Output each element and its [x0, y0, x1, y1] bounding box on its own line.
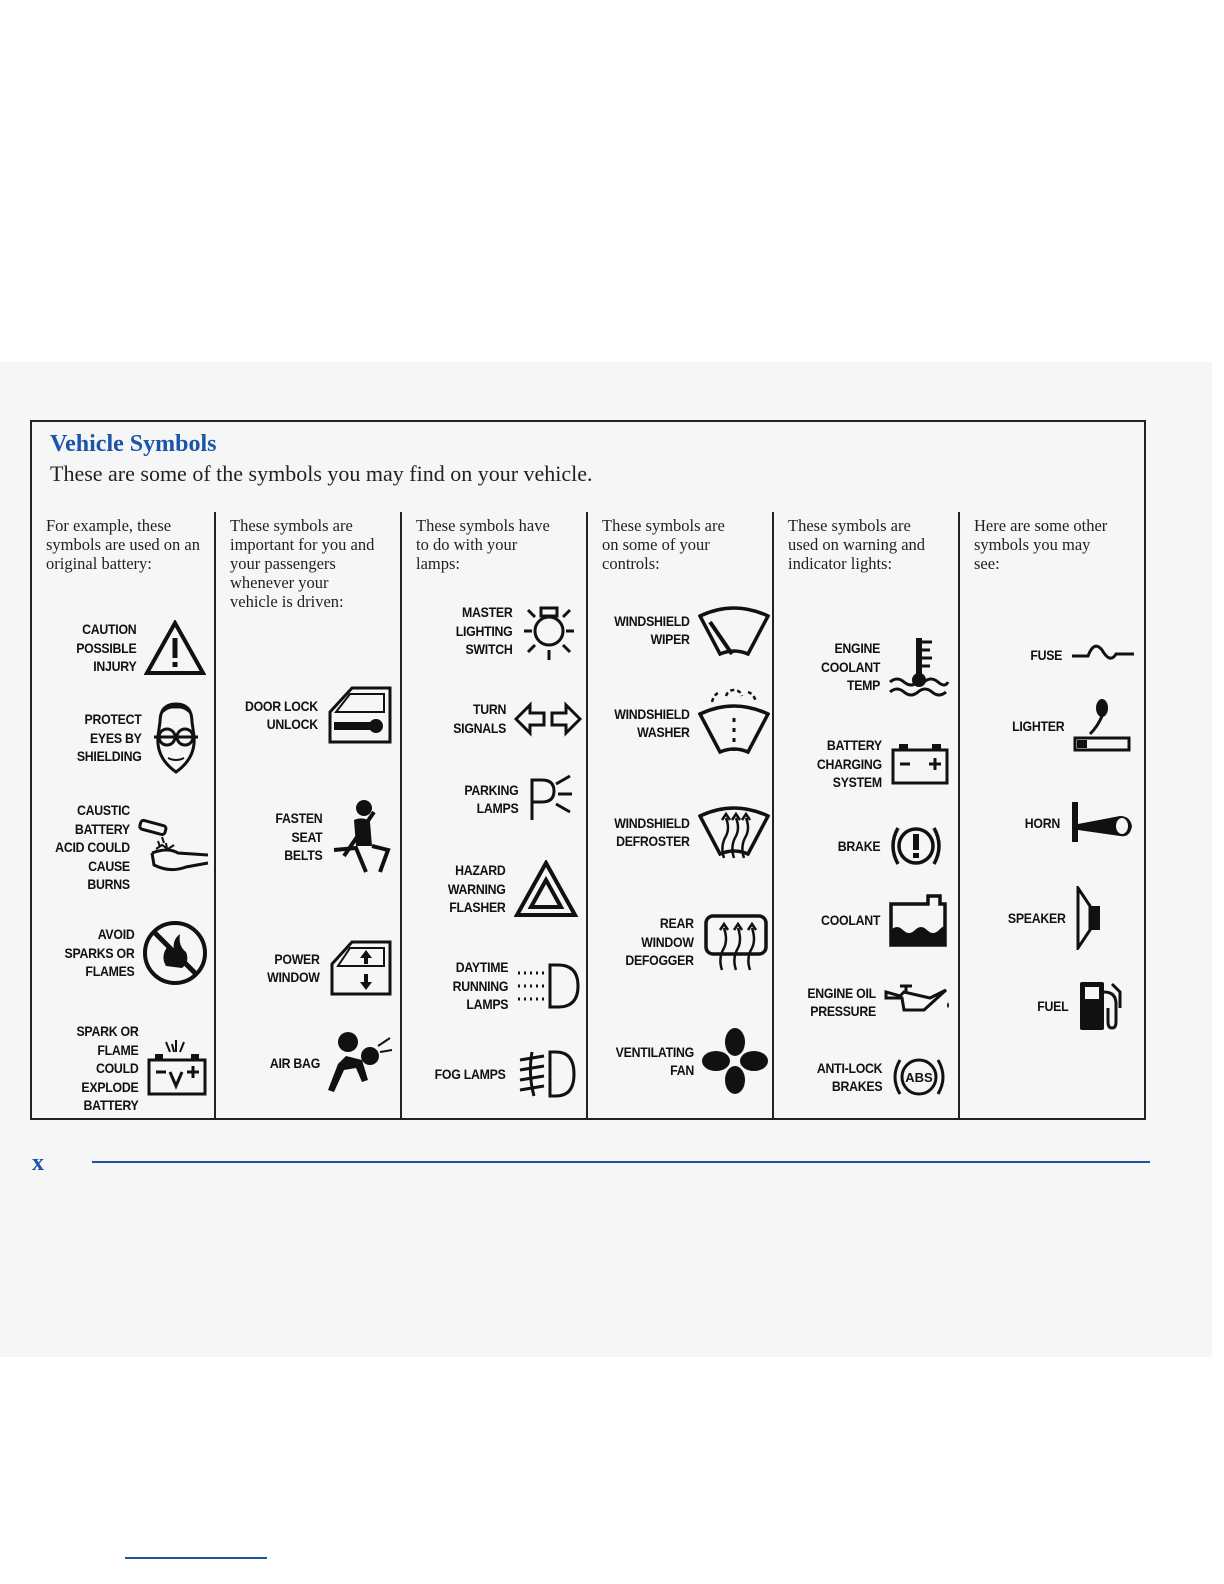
- symbol-label: CAUTION POSSIBLE INJURY: [75, 621, 136, 675]
- symbol-item: [448, 600, 578, 662]
- symbol-label: FASTEN SEAT BELTS: [274, 810, 322, 864]
- symbol-item: [604, 602, 770, 658]
- symbol-item: [446, 700, 582, 737]
- symbol-item: [1033, 978, 1124, 1034]
- battery-icon: [890, 742, 950, 786]
- symbol-item: [798, 982, 952, 1022]
- battery-explode-icon: [146, 1038, 208, 1098]
- page-number: x: [32, 1150, 44, 1176]
- symbol-label: TURN SIGNALS: [453, 701, 506, 736]
- symbol-label: WINDSHIELD DEFROSTER: [614, 814, 690, 849]
- oil-pressure-icon: [884, 982, 952, 1022]
- symbol-item: [1005, 696, 1132, 756]
- symbol-label: FUSE: [1030, 646, 1062, 663]
- column-intro: For example, these symbols are used on an original battery:: [46, 516, 200, 573]
- symbol-label: WINDSHIELD WIPER: [614, 612, 690, 647]
- symbol-label: BATTERY CHARGING SYSTEM: [817, 737, 882, 790]
- column-intro: These symbols are used on warning and indicator lights:: [788, 516, 926, 573]
- coolant-icon: [888, 892, 948, 948]
- hazard-icon: [514, 860, 578, 918]
- fog-lamps-icon: [514, 1048, 578, 1100]
- symbol-item: [269, 798, 394, 876]
- speaker-icon: [1074, 886, 1104, 950]
- brake-icon: [888, 820, 944, 872]
- warning-triangle-icon: [144, 620, 206, 676]
- door-lock-icon: [326, 684, 394, 746]
- no-flames-icon: [142, 920, 208, 986]
- symbol-label: MASTER LIGHTING SWITCH: [455, 604, 512, 658]
- symbol-item: [1026, 640, 1136, 670]
- symbol-label: CAUSTIC BATTERY ACID COULD CAUSE BURNS: [55, 802, 130, 892]
- rear-defog-icon: [702, 912, 770, 972]
- symbol-item: [813, 892, 948, 948]
- symbol-label: AVOID SPARKS OR FLAMES: [64, 926, 134, 980]
- symbol-item: [263, 1030, 394, 1096]
- symbol-label: ENGINE OIL PRESSURE: [807, 984, 876, 1019]
- horn-icon: [1068, 800, 1136, 846]
- fan-icon: [702, 1028, 768, 1094]
- symbol-label: ANTI-LOCK BRAKES: [816, 1059, 882, 1094]
- symbol-item: [808, 1052, 948, 1102]
- symbol-label: HAZARD WARNING FLASHER: [448, 862, 506, 916]
- bottom-rule: [125, 1557, 267, 1559]
- abs-badge-text: ABS: [905, 1070, 933, 1085]
- caustic-acid-icon: [138, 817, 210, 877]
- fuel-icon: [1076, 978, 1124, 1034]
- column-other: [958, 512, 1148, 1120]
- symbol-item: [604, 688, 770, 758]
- symbol-item: [235, 684, 394, 746]
- symbol-label: SPEAKER: [1008, 909, 1066, 926]
- symbol-label: LIGHTER: [1011, 717, 1064, 734]
- symbol-label: PARKING LAMPS: [463, 781, 518, 816]
- daytime-lamps-icon: [516, 961, 582, 1011]
- symbol-item: [55, 920, 209, 986]
- washer-icon: [698, 688, 770, 758]
- symbol-label: FUEL: [1036, 997, 1068, 1014]
- column-intro: These symbols are important for you and your passengers whenever your vehicle is driven:: [230, 516, 375, 611]
- symbol-item: [616, 912, 770, 972]
- symbol-item: [832, 820, 944, 872]
- master-lighting-icon: [520, 600, 578, 662]
- column-controls: [586, 512, 774, 1120]
- power-window-icon: [328, 938, 394, 998]
- symbol-label: HORN: [1024, 814, 1060, 831]
- symbol-label: BRAKE: [837, 837, 880, 854]
- symbol-item: [440, 860, 578, 918]
- symbol-item: [1000, 886, 1104, 950]
- symbol-item: [604, 802, 770, 862]
- front-defrost-icon: [698, 802, 770, 862]
- page-subtitle: These are some of the symbols you may find on your vehicle.: [50, 461, 593, 486]
- seat-belt-icon: [330, 798, 394, 876]
- symbol-item: [813, 636, 950, 698]
- symbol-label: AIR BAG: [269, 1054, 320, 1071]
- symbol-item: [260, 938, 394, 998]
- lighter-icon: [1072, 696, 1132, 756]
- page-title: Vehicle Symbols: [50, 431, 217, 457]
- symbol-item: [808, 736, 950, 792]
- column-battery: [32, 512, 214, 1120]
- symbol-item: [68, 1022, 208, 1115]
- abs-icon: [890, 1052, 948, 1102]
- symbol-item: [1020, 800, 1136, 846]
- symbol-label: VENTILATING FAN: [615, 1043, 694, 1078]
- symbol-item: [605, 1028, 768, 1094]
- air-bag-icon: [328, 1030, 394, 1096]
- fuse-icon: [1070, 640, 1136, 670]
- symbol-label: DOOR LOCK UNLOCK: [245, 697, 318, 732]
- column-passengers: [214, 512, 402, 1120]
- wiper-icon: [698, 602, 770, 658]
- symbol-item: [457, 774, 574, 824]
- turn-signals-icon: [514, 701, 582, 737]
- column-intro: These symbols are on some of your controls:: [602, 516, 725, 573]
- column-lamps: [400, 512, 588, 1120]
- column-intro: These symbols have to do with your lamps:: [416, 516, 550, 573]
- eye-protection-icon: [150, 700, 202, 776]
- symbol-label: POWER WINDOW: [267, 950, 320, 985]
- symbol-label: PROTECT EYES BY SHIELDING: [77, 711, 142, 765]
- symbol-label: WINDSHIELD WASHER: [614, 705, 690, 740]
- coolant-temp-icon: [888, 636, 950, 698]
- column-warning-lights: [772, 512, 960, 1120]
- symbol-label: ENGINE COOLANT TEMP: [820, 640, 880, 694]
- symbol-label: REAR WINDOW DEFOGGER: [625, 915, 694, 969]
- symbol-item: [425, 1048, 578, 1100]
- symbol-label: COOLANT: [820, 911, 880, 928]
- footer-rule: [92, 1161, 1150, 1163]
- symbol-label: SPARK OR FLAME COULD EXPLODE BATTERY: [75, 1023, 138, 1113]
- symbol-item: [68, 700, 202, 776]
- column-intro: Here are some other symbols you may see:: [974, 516, 1108, 573]
- symbol-item: [45, 801, 210, 894]
- symbol-item: [445, 958, 582, 1014]
- parking-lamps-icon: [526, 774, 574, 824]
- symbol-label: DAYTIME RUNNING LAMPS: [452, 959, 508, 1012]
- symbol-label: FOG LAMPS: [435, 1065, 506, 1082]
- symbol-item: [68, 620, 206, 676]
